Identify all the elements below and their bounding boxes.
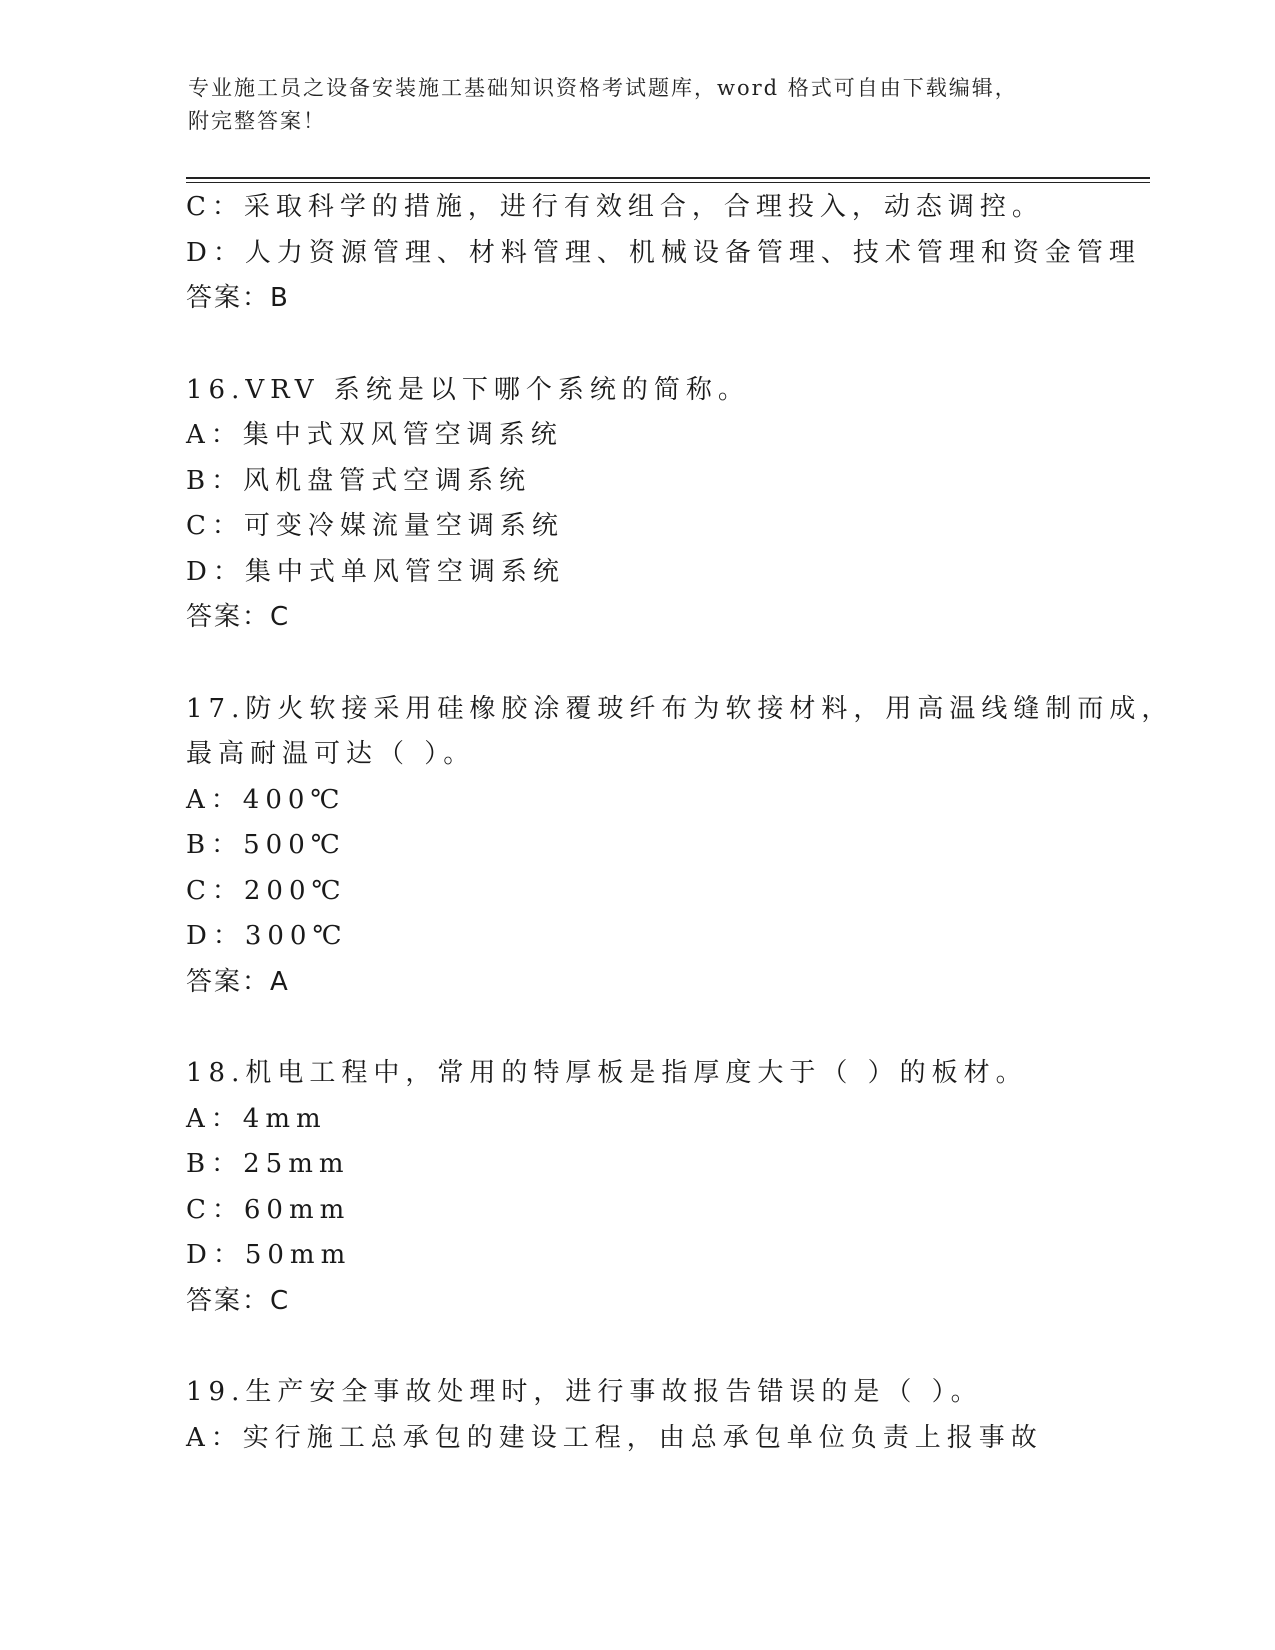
question-line: B：25mm [186, 1149, 350, 1179]
answer-line: 答案：C [186, 602, 291, 632]
document-header [188, 72, 1088, 138]
question-block [186, 1370, 1146, 1461]
answer-line: 答案：B [186, 283, 290, 313]
question-line: C：采取科学的措施，进行有效组合，合理投入，动态调控。 [186, 192, 1044, 222]
question-line: A：4mm [186, 1103, 327, 1134]
question-block [186, 687, 1174, 1006]
header-line-1: 专业施工员之设备安装施工基础知识资格考试题库，word 格式可自由下载编辑， [188, 76, 1018, 100]
question-line: B：风机盘管式空调系统 [186, 465, 532, 496]
question-line: D：集中式单风管空调系统 [186, 556, 565, 587]
question-line: A：集中式双风管空调系统 [186, 420, 563, 450]
question-list [186, 185, 1174, 1461]
block-spacer [186, 1005, 1146, 1051]
question-stem: 19.生产安全事故处理时，进行事故报告错误的是（ ）。 [186, 1377, 983, 1407]
question-line: C：可变冷媒流量空调系统 [186, 511, 564, 541]
block-spacer [186, 1324, 1146, 1370]
question-stem: 16.VRV 系统是以下哪个系统的简称。 [186, 374, 750, 405]
question-stem: 17.防火软接采用硅橡胶涂覆玻纤布为软接材料，用高温线缝制而成， [186, 693, 1174, 724]
question-line: C：60mm [186, 1194, 351, 1225]
header-divider [186, 177, 1150, 183]
answer-line: 答案：A [186, 966, 290, 997]
question-block [186, 185, 1146, 322]
question-block [186, 368, 1146, 641]
question-line: C：200℃ [186, 875, 347, 906]
question-stem: 18.机电工程中，常用的特厚板是指厚度大于（ ）的板材。 [186, 1058, 1028, 1088]
question-line: D：300℃ [186, 921, 348, 951]
block-spacer [186, 322, 1146, 368]
answer-line: 答案：C [186, 1285, 291, 1316]
question-line: D：人力资源管理、材料管理、机械设备管理、技术管理和资金管理 [186, 237, 1141, 268]
question-line: B：500℃ [186, 830, 346, 860]
question-block [186, 1051, 1146, 1324]
question-line: 最高耐温可达（ ）。 [186, 739, 476, 769]
question-line: A：实行施工总承包的建设工程，由总承包单位负责上报事故 [186, 1422, 1043, 1453]
question-line: D：50mm [186, 1240, 352, 1270]
header-line-2: 附完整答案！ [188, 109, 326, 133]
block-spacer [186, 641, 1146, 687]
question-line: A：400℃ [186, 784, 346, 815]
